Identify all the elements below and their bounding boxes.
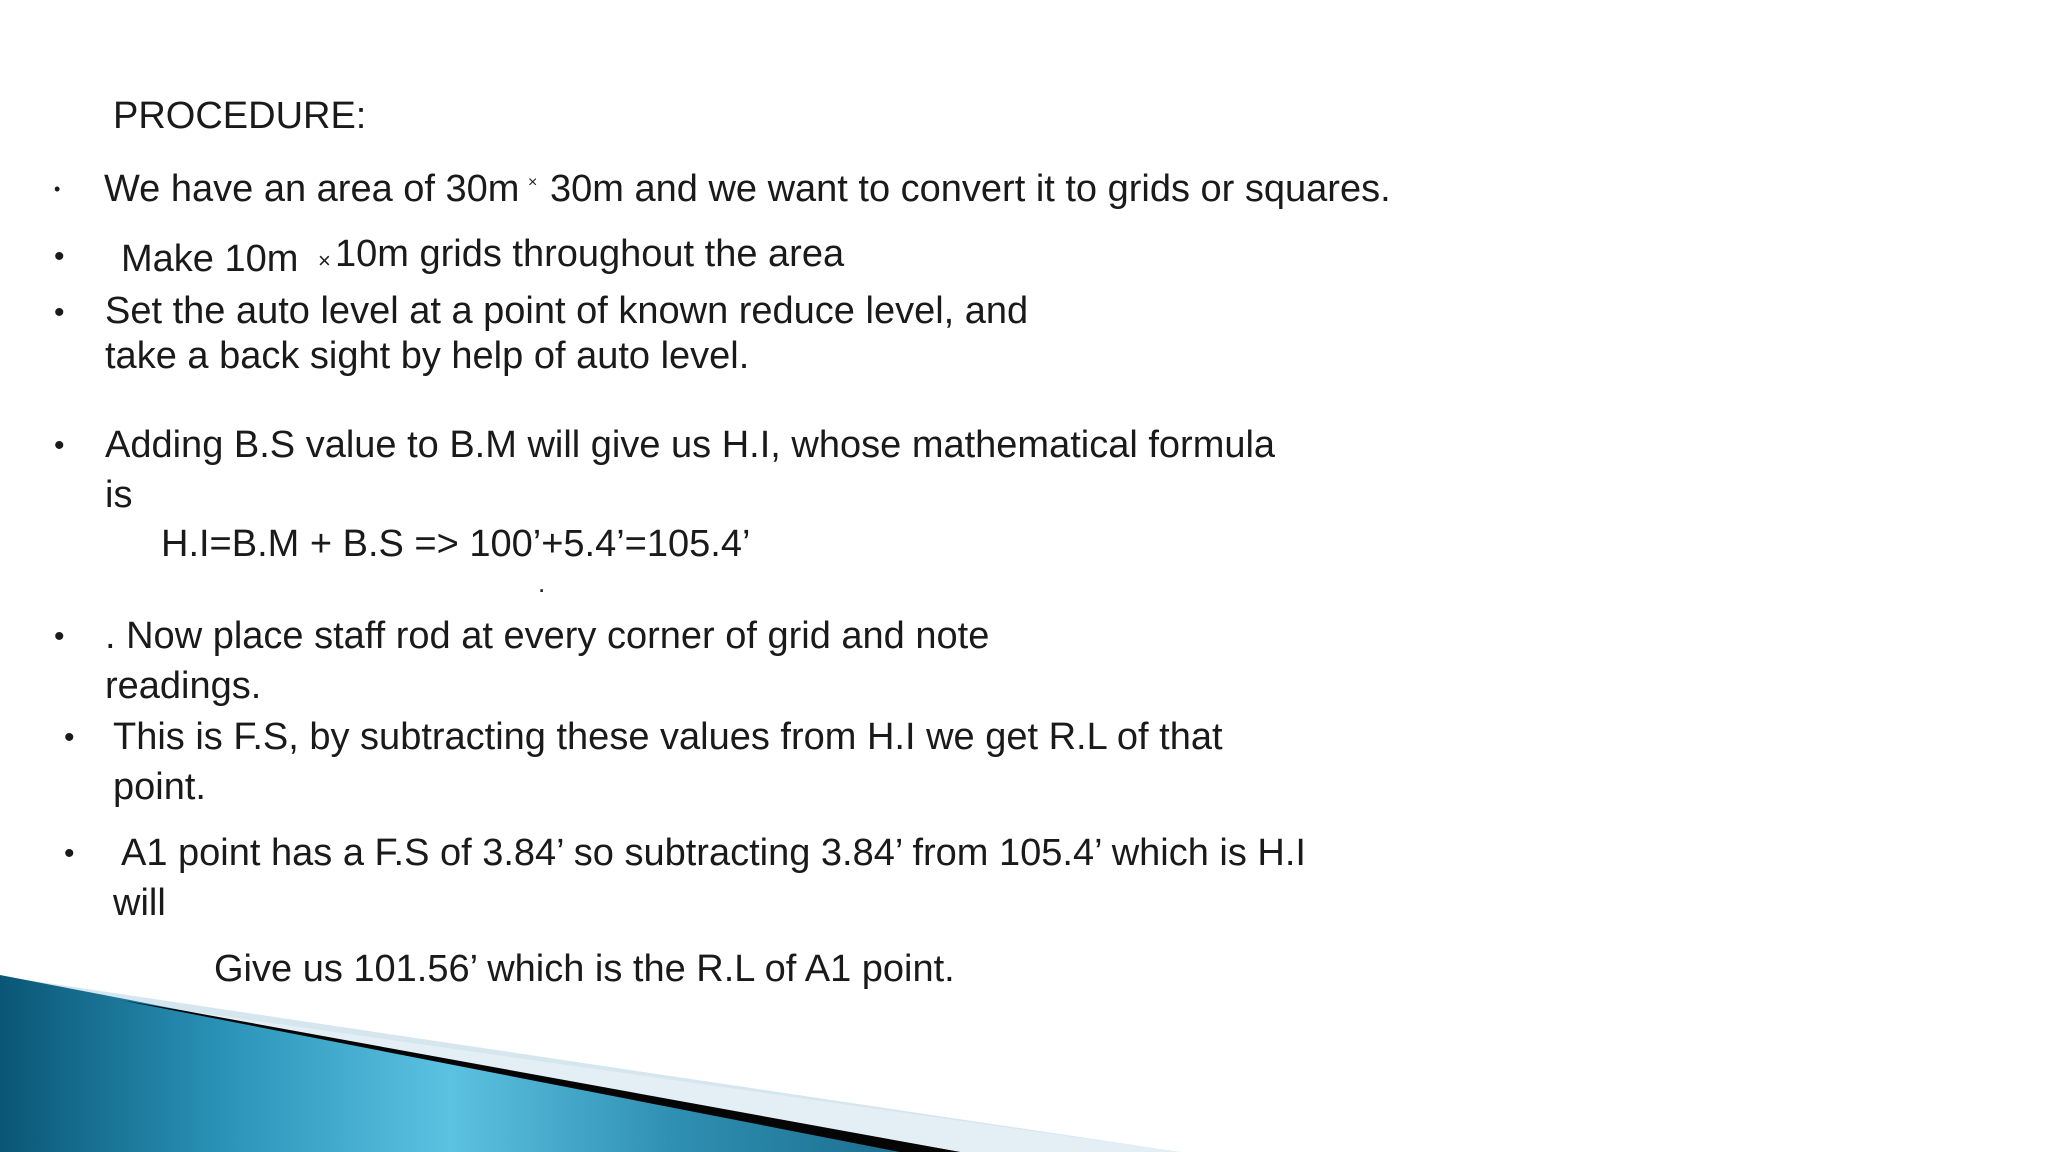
stray-dot: . <box>538 568 546 598</box>
item-2-text: Make 10m <box>121 238 299 280</box>
item-4-line-1: Adding B.S value to B.M will give us H.I, whose mathematical formula <box>105 424 1276 466</box>
item-3-line-1: Set the auto level at a point of known reduce level, and <box>105 290 1029 332</box>
bullet-6: • <box>64 721 75 754</box>
item-6-line-1: This is F.S, by subtracting these values from H.I we get R.L of that <box>113 716 1223 758</box>
bullet-1: • <box>54 179 61 199</box>
item-4-line-2: is <box>105 474 133 516</box>
item-5-line-1: . Now place staff rod at every corner of grid and note <box>105 615 990 657</box>
item-2-times-symbol: × <box>318 248 331 273</box>
item-7-line-3: Give us 101.56’ which is the R.L of A1 point. <box>214 948 955 990</box>
item-7-line-2: will <box>113 882 166 924</box>
item-1-times-symbol: × <box>528 174 538 191</box>
item-1-text-continued: 30m and we want to convert it to grids or squares. <box>550 168 1391 210</box>
bullet-3: • <box>54 296 65 329</box>
item-3-line-2: take a back sight by help of auto level. <box>105 335 750 377</box>
bullet-4: • <box>54 429 65 462</box>
item-7-line-1: A1 point has a F.S of 3.84’ so subtracting 3.84’ from 105.4’ which is H.I <box>121 832 1306 874</box>
item-5-line-2: readings. <box>105 665 262 707</box>
item-1-text: We have an area of 30m <box>104 168 520 210</box>
procedure-heading: PROCEDURE: <box>113 95 367 137</box>
bullet-5: • <box>54 620 65 653</box>
item-2-text-continued: 10m grids throughout the area <box>335 233 845 275</box>
item-4-formula: H.I=B.M + B.S => 100’+5.4’=105.4’ <box>161 523 751 565</box>
bullet-7: • <box>64 837 75 870</box>
bullet-2: • <box>54 240 65 273</box>
item-6-line-2: point. <box>113 766 206 808</box>
